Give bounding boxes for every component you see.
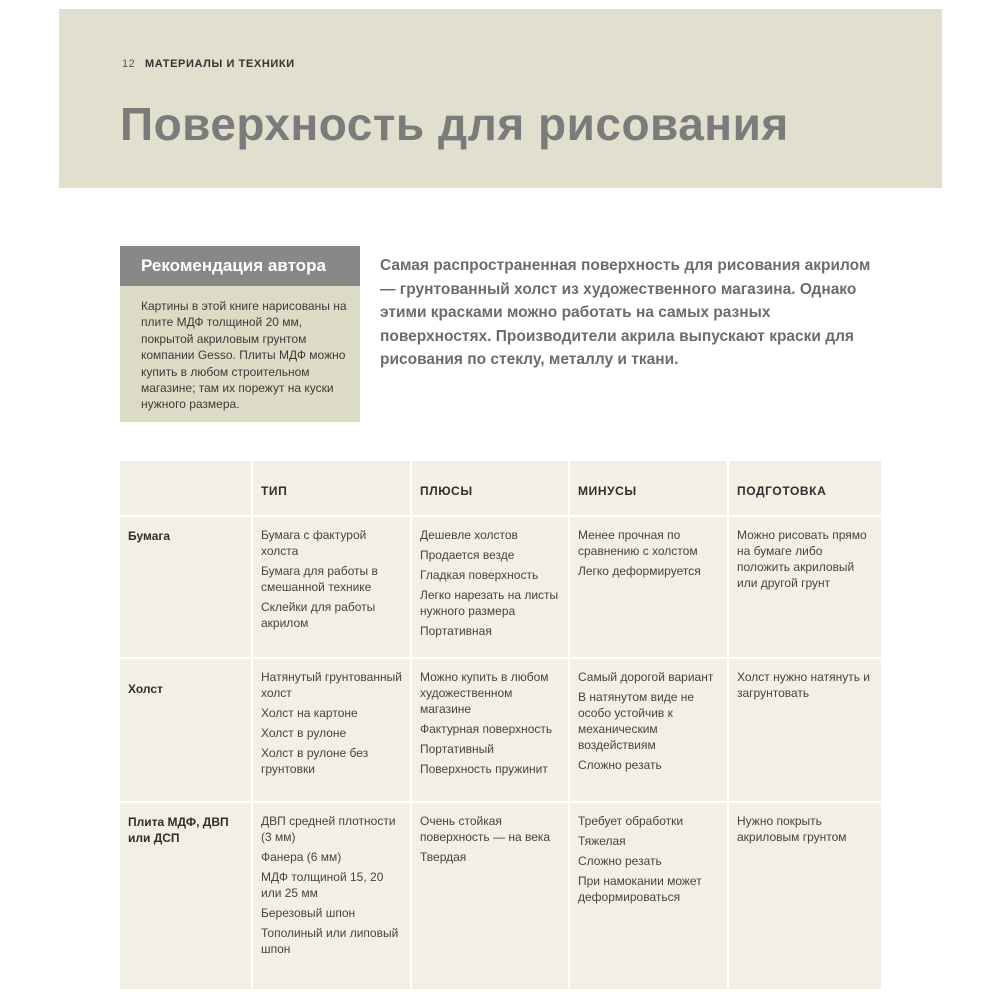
table-cell-item: ДВП средней плотности (3 мм) xyxy=(261,814,396,844)
table-cell-item: Холст на картоне xyxy=(261,706,358,720)
table-cell-item: Тяжелая xyxy=(578,834,626,848)
table-cell-item: Дешевле холстов xyxy=(420,528,518,542)
surface-table xyxy=(120,461,881,991)
table-cell-cons xyxy=(568,803,727,991)
table-header-type: ТИП xyxy=(251,461,410,517)
table-cell-pros xyxy=(410,517,568,659)
table-cell-item: Продается везде xyxy=(420,548,515,562)
table-cell-prep xyxy=(727,517,881,659)
lead-paragraph: Самая распространенная поверхность для рисования акрилом — грунтованный холст из художественного магазина. Однако этими красками можно работать на самых разных поверхностях. Производители акрила выпускают краски для рисования по стеклу, металлу и ткани. xyxy=(380,257,871,368)
table-cell-item: Бумага с фактурой холста xyxy=(261,528,367,558)
table-cell-item: Самый дорогой вариант xyxy=(578,670,714,684)
table-cell-item: Можно купить в любом художественном магазине xyxy=(420,670,549,716)
table-cell-type xyxy=(251,659,410,803)
table-cell-prep xyxy=(727,659,881,803)
recommendation-title: Рекомендация автора xyxy=(120,246,360,286)
table-cell-item: Тополиный или липовый шпон xyxy=(261,926,399,956)
table-cell-item: Легко деформируется xyxy=(578,564,701,578)
table-header-prep: ПОДГОТОВКА xyxy=(727,461,881,517)
recommendation-box xyxy=(120,246,360,422)
table-cell-item: Натянутый грунтованный холст xyxy=(261,670,402,700)
table-cell-item: Холст в рулоне без грунтовки xyxy=(261,746,369,776)
page-title: Поверхность для рисования xyxy=(120,98,789,150)
table-cell-pros xyxy=(410,659,568,803)
section-label: МАТЕРИАЛЫ И ТЕХНИКИ xyxy=(145,58,295,70)
table-cell-item: Холст в рулоне xyxy=(261,726,347,740)
table-cell-item: Портативная xyxy=(420,624,492,638)
table-cell-item: Очень стойкая поверхность — на века xyxy=(420,814,551,844)
table-cell-type xyxy=(251,517,410,659)
table-row-header: Плита МДФ, ДВП или ДСП xyxy=(120,803,251,991)
table-cell-item: Нужно покрыть акриловым грунтом xyxy=(737,814,847,844)
table-cell-item: Можно рисовать прямо на бумаге либо положить акриловый или другой грунт xyxy=(737,528,867,590)
table-cell-type xyxy=(251,803,410,991)
table-cell-item: Березовый шпон xyxy=(261,906,356,920)
table-cell-item: Твердая xyxy=(420,850,467,864)
table-cell-item: Требует обработки xyxy=(578,814,684,828)
table-header-corner xyxy=(120,461,251,517)
table-cell-item: Холст нужно натянуть и загрунтовать xyxy=(737,670,870,700)
table-header-cons: МИНУСЫ xyxy=(568,461,727,517)
table-row-header: Холст xyxy=(120,659,251,803)
table-cell-item: Гладкая поверхность xyxy=(420,568,539,582)
page-number: 12 xyxy=(122,58,136,70)
table-cell-item: МДФ толщиной 15, 20 или 25 мм xyxy=(261,870,384,900)
table-cell-cons xyxy=(568,659,727,803)
table-row-header: Бумага xyxy=(120,517,251,659)
table-header-pros: ПЛЮСЫ xyxy=(410,461,568,517)
table-cell-item: Сложно резать xyxy=(578,758,662,772)
table-cell-item: Фактурная поверхность xyxy=(420,722,553,736)
table-cell-item: Менее прочная по сравнению с холстом xyxy=(578,528,698,558)
table-cell-item: Склейки для работы акрилом xyxy=(261,600,376,630)
table-cell-item: Поверхность пружинит xyxy=(420,762,548,776)
table-cell-item: Портативный xyxy=(420,742,495,756)
table-cell-item: Сложно резать xyxy=(578,854,662,868)
table-cell-item: Легко нарезать на листы нужного размера xyxy=(420,588,559,618)
table-cell-item: Фанера (6 мм) xyxy=(261,850,342,864)
table-cell-cons xyxy=(568,517,727,659)
table-cell-item: Бумага для работы в смешанной технике xyxy=(261,564,378,594)
table-cell-item: В натянутом виде не особо устойчив к механическим воздействиям xyxy=(578,690,695,752)
table-cell-pros xyxy=(410,803,568,991)
recommendation-body: Картины в этой книге нарисованы на плите МДФ толщиной 20 мм, покрытой акриловым грунтом компании Gesso. Плиты МДФ можно купить в любом строительном магазине; там их порежут на куски нужного размера. xyxy=(141,299,347,412)
table-cell-prep xyxy=(727,803,881,991)
table-cell-item: При намокании может деформироваться xyxy=(578,874,702,904)
